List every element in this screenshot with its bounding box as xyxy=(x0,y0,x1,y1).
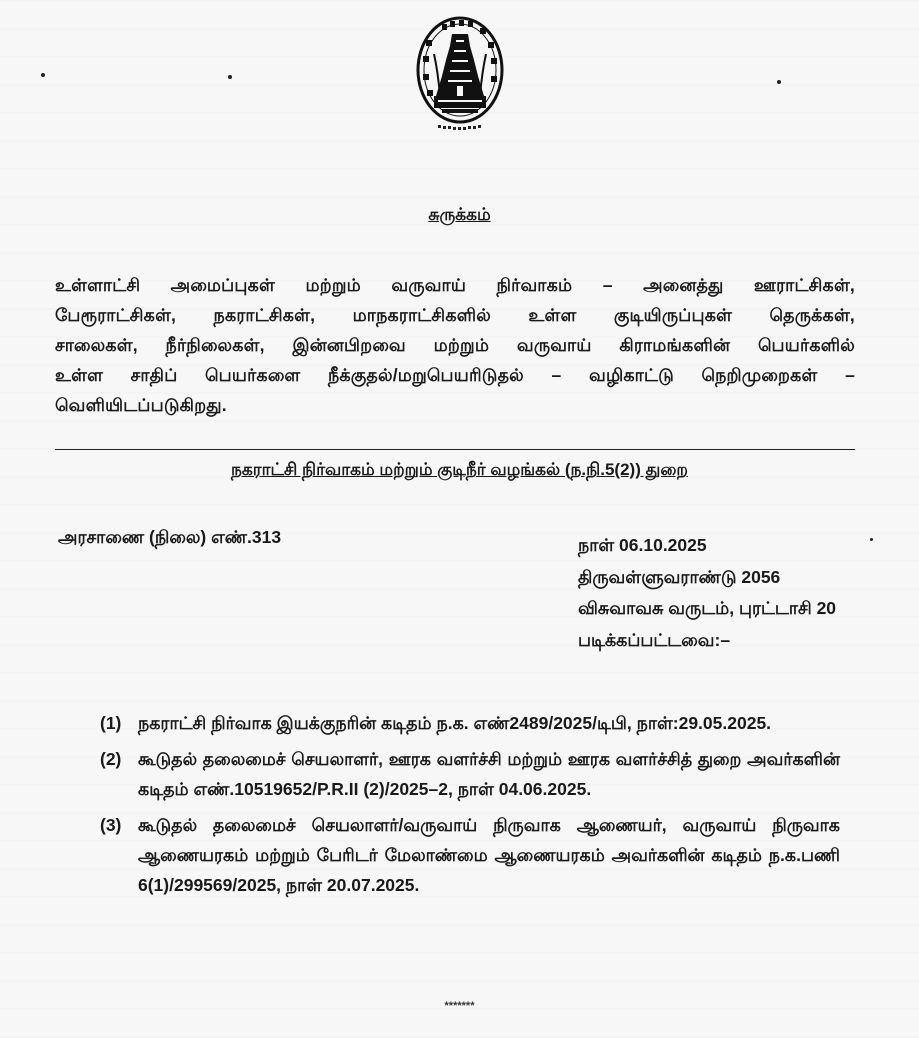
thiruvalluvar-year: திருவள்ளுவராண்டு 2056 xyxy=(578,566,781,587)
scan-speck xyxy=(870,538,873,541)
tamil-calendar-date: விசுவாவசு வருடம், புரட்டாசி 20 xyxy=(578,598,837,618)
department-heading: நகராட்சி நிர்வாகம் மற்றும் குடிநீர் வழங்கல் (ந.நி.5(2)) துறை xyxy=(231,460,688,479)
go-number: அரசாணை (நிலை) எண்.313 xyxy=(58,527,282,547)
subject-line: உள்ளாட்சி அமைப்புகள் மற்றும் வருவாய் நிர்வாகம் – அனைத்து ஊராட்சிகள், xyxy=(55,275,855,295)
reference-item xyxy=(100,810,840,900)
end-marker: ******* xyxy=(444,1000,475,1012)
date-block xyxy=(578,530,836,656)
reference-text: நகராட்சி நிர்வாக இயக்குநரின் கடிதம் ந.க. எண்2489/2025/டிபி, நாள்:29.05.2025. xyxy=(138,713,772,733)
scan-speck xyxy=(41,73,45,77)
issue-date: நாள் 06.10.2025 xyxy=(578,535,707,555)
document-title: சுருக்கம் xyxy=(428,205,491,224)
state-emblem-icon xyxy=(412,12,508,140)
scan-speck xyxy=(777,80,781,84)
subject-line: சாலைகள், நீர்நிலைகள், இன்னபிறவை மற்றும் வருவாய் கிராமங்களின் பெயர்களில் xyxy=(55,335,855,355)
reference-text: கூடுதல் தலைமைச் செயலாளர், ஊரக வளர்ச்சி மற்றும் ஊரக வளர்ச்சித் துறை அவர்களின் கடிதம் எண்.10519652/P.R.II (2)/2025–2, நாள் 04.06.2025. xyxy=(138,749,840,799)
divider-line xyxy=(55,449,855,450)
reference-number: (3) xyxy=(100,815,122,835)
reference-number: (2) xyxy=(100,749,122,769)
scan-speck xyxy=(228,75,232,79)
subject-line: உள்ள சாதிப் பெயர்களை நீக்குதல்/மறுபெயரிடுதல் – வழிகாட்டு நெறிமுறைகள் – xyxy=(55,365,855,385)
reference-item xyxy=(100,708,840,738)
reference-text: கூடுதல் தலைமைச் செயலாளர்/வருவாய் நிருவாக ஆணையர், வருவாய் நிருவாக ஆணையரகம் மற்றும் பேரிடர் மேலாண்மை ஆணையரகம் அவர்களின் கடிதம் ந.க.பணி 6(1)/299569/2025, நாள் 20.07.2025. xyxy=(138,815,840,895)
subject-line: வெளியிடப்படுகிறது. xyxy=(55,395,227,415)
reference-item xyxy=(100,744,840,804)
subject-paragraph xyxy=(55,270,855,420)
read-label: படிக்கப்பட்டவை:– xyxy=(578,629,731,650)
references-list xyxy=(100,708,840,906)
reference-number: (1) xyxy=(100,713,122,733)
subject-line: பேரூராட்சிகள், நகராட்சிகள், மாநகராட்சிகளில் உள்ள குடியிருப்புகள் தெருக்கள், xyxy=(55,305,855,325)
